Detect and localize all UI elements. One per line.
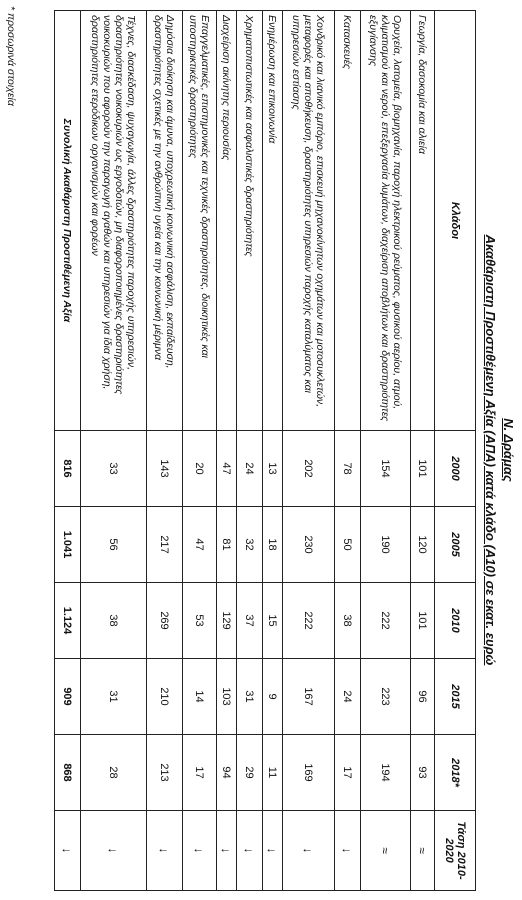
value-2005: 81 [217,507,237,583]
trend-indicator: ≈ [361,811,411,891]
table-row [147,11,183,891]
value-2005: 120 [411,507,435,583]
table-row [361,11,411,891]
sector-label: Ορυχεία, λατομεία, βιομηχανία, παροχή ηλεκτρικού ρεύματος, φυσικού αερίου, ατμού, κλιματισμού και νερού, επεξεργασία λυμάτων, διαχείριση αποβλήτων και δραστηριότητες εξυγίανσης [361,11,411,431]
header-2000: 2000 [435,431,476,507]
table-row [263,11,283,891]
value-2010: 53 [183,583,217,659]
table-row [283,11,335,891]
trend-indicator: ↓ [147,811,183,891]
total-2000: 816 [55,431,81,507]
table-header-row [435,11,476,891]
value-2010: 129 [217,583,237,659]
header-2010: 2010 [435,583,476,659]
sector-label: Τέχνες, διασκέδαση, ψυχαγωγία, άλλες δραστηριότητες παροχής υπηρεσιών, δραστηριότητες νοικοκυριών ως εργοδοτών, μη διαφοροποιημένες δραστηριότητες νοικοκυριών που αφορούν την παραγωγή αγαθών και υπηρεσιών για ίδια χρήση, δραστηριότητες ετερόδικων οργανισμών και φορέων [81,11,147,431]
page-title: Ν. Δράμας [501,418,516,482]
trend-indicator: ↓ [183,811,217,891]
value-2010: 38 [81,583,147,659]
value-2000: 47 [217,431,237,507]
trend-indicator: ↓ [263,811,283,891]
value-2015: 9 [263,659,283,735]
value-2000: 154 [361,431,411,507]
sector-label: Ενημέρωση και επικοινωνία [263,11,283,431]
value-2010: 38 [335,583,361,659]
trend-indicator: ↓ [237,811,263,891]
table-row [81,11,147,891]
total-2005: 1.041 [55,507,81,583]
value-2000: 33 [81,431,147,507]
value-2010: 15 [263,583,283,659]
trend-indicator: ↓ [217,811,237,891]
table-row [237,11,263,891]
value-2018: 194 [361,735,411,811]
header-2015: 2015 [435,659,476,735]
sector-label: Χονδρικό και λιανικό εμπόριο, επισκευή μηχανοκίνητων οχημάτων και μοτοσυκλετών, μεταφορές και αποθήκευση, δραστηριότητες υπηρεσιών παροχής καταλύματος και υπηρεσιών εστίασης [283,11,335,431]
value-2000: 24 [237,431,263,507]
trend-indicator: ↓ [335,811,361,891]
value-2010: 101 [411,583,435,659]
value-2015: 31 [81,659,147,735]
value-2018: 28 [81,735,147,811]
total-trend-indicator: ↓ [55,811,81,891]
header-trend: Τάση 2010-2020 [435,811,476,891]
value-2000: 13 [263,431,283,507]
trend-indicator: ↓ [81,811,147,891]
value-2005: 18 [263,507,283,583]
value-2000: 101 [411,431,435,507]
value-2015: 223 [361,659,411,735]
gva-table [54,10,476,891]
value-2015: 167 [283,659,335,735]
value-2000: 20 [183,431,217,507]
value-2018: 17 [335,735,361,811]
trend-indicator: ↓ [283,811,335,891]
sector-label: Γεωργία, δασοκομία και αλιεία [411,11,435,431]
value-2015: 24 [335,659,361,735]
value-2010: 269 [147,583,183,659]
value-2000: 78 [335,431,361,507]
header-2005: 2005 [435,507,476,583]
value-2018: 169 [283,735,335,811]
sector-label: Χρηματοπιστωτικές και ασφαλιστικές δραστηριότητες [237,11,263,431]
total-2010: 1.124 [55,583,81,659]
sector-label: Δημόσια διοίκηση και άμυνα, υποχρεωτική κοινωνική ασφάλιση, εκπαίδευση, δραστηριότητες σχετικές με την ανθρώπινη υγεία και την κοινωνική μέριμνα [147,11,183,431]
value-2015: 210 [147,659,183,735]
value-2015: 96 [411,659,435,735]
value-2005: 230 [283,507,335,583]
table-row [217,11,237,891]
value-2015: 14 [183,659,217,735]
sector-label: Επαγγελματικές, επιστημονικές και τεχνικές δραστηριότητες, διοικητικές και υποστηρικτικές δραστηριότητες [183,11,217,431]
footnote: * προσωρινά στοιχεία [5,6,17,106]
sector-label: Διαχείριση ακίνητης περιουσίας [217,11,237,431]
value-2005: 217 [147,507,183,583]
header-sector: Κλάδοι [435,11,476,431]
total-row [55,11,81,891]
value-2015: 31 [237,659,263,735]
value-2010: 37 [237,583,263,659]
value-2018: 11 [263,735,283,811]
value-2005: 50 [335,507,361,583]
value-2010: 222 [283,583,335,659]
trend-indicator: ≈ [411,811,435,891]
table-row [335,11,361,891]
value-2018: 29 [237,735,263,811]
table-row [411,11,435,891]
total-label: Συνολική Ακαθάριστη Προστιθέμενη Αξία [55,11,81,431]
value-2005: 190 [361,507,411,583]
value-2010: 222 [361,583,411,659]
value-2018: 93 [411,735,435,811]
table-subtitle: Ακαθάριστη Προστιθέμενη Αξία (ΑΠΑ) κατά κλάδο (Α10) σε εκατ. ευρώ [483,234,498,666]
value-2005: 32 [237,507,263,583]
value-2005: 56 [81,507,147,583]
header-2018: 2018* [435,735,476,811]
value-2018: 17 [183,735,217,811]
value-2018: 94 [217,735,237,811]
value-2015: 103 [217,659,237,735]
value-2000: 202 [283,431,335,507]
total-2018: 868 [55,735,81,811]
table-row [183,11,217,891]
total-2015: 909 [55,659,81,735]
value-2005: 47 [183,507,217,583]
value-2018: 213 [147,735,183,811]
value-2000: 143 [147,431,183,507]
sector-label: Κατασκευές [335,11,361,431]
